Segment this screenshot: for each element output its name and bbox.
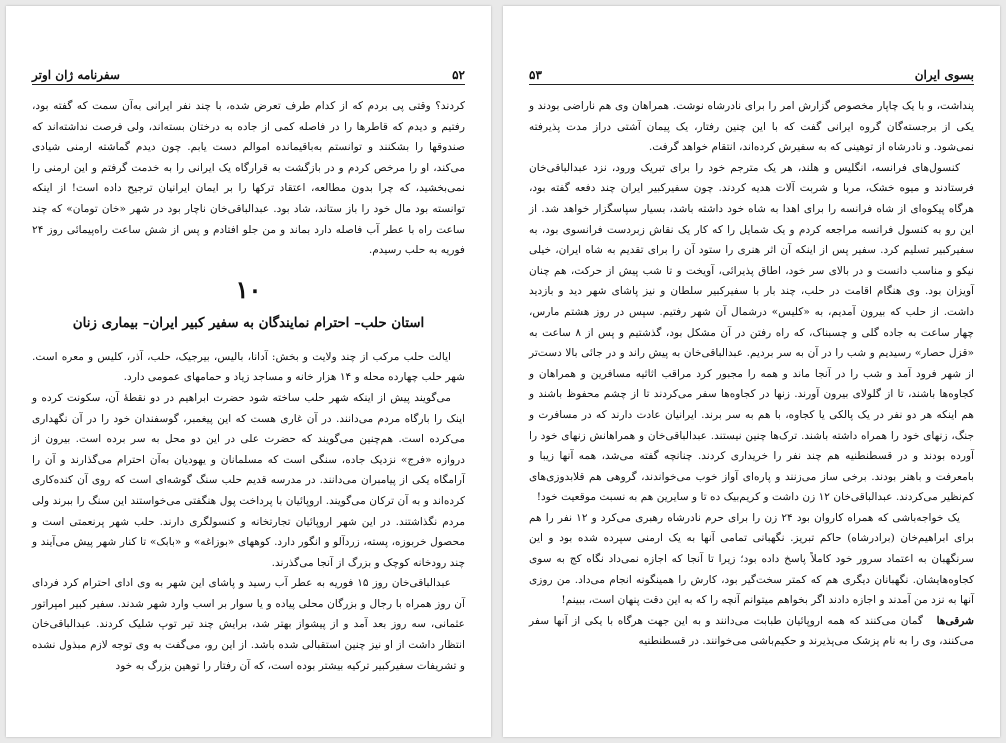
left-paragraph-2: ایالت حلب مرکب از چند ولایت و بخش: آدانا، بالیس، بیرجیک، حلب، آذر، کلیس و معره است. شهر حلب چهارده محله و ۱۴ هزار خانه و مساجد زیاد و حمامهای عمومی دارد. bbox=[32, 350, 465, 384]
right-paragraph-4 bbox=[529, 611, 974, 652]
right-page bbox=[503, 6, 1000, 737]
left-running-head: سفرنامه ژان اوتر bbox=[32, 68, 120, 82]
left-paragraph-1: کردند؟ وقتی پی بردم که از کدام طرف تعرض شده، با چند نفر ایرانی به‌آن سمت که گفته بود، رفتیم و دیدم که قاطرها را در فاصله کمی از جاده به درختان بسته‌اند، ولی فرصت نداشته‌اند که صندوقها را بشکنند و توانستم به‌باقیمانده اموالم دست یابم. چون دیدم گماشته ارمنی شیادی می‌کند، او را مرخص کردم و در بازگشت به قرارگاه یک ایرانی را به خدمت گرفتم و این ارمنی را نمی‌بخشید، که چرا بدون مطالعه، اعتقاد ترکها را بر ایمان ایرانیان ترجیح داده است! از اینکه توانسته بود مال خود را باز ستاند، شاد بود. عبدالباقی‌خان ناچار بود در شهر «خان تومان» که چند ساعت راه با عطر آب فاصله دارد بماند و من جلو افتادم و پس از شش ساعت راه‌پیمائی روز ۲۴ فوریه به حلب رسیدم. bbox=[32, 100, 465, 257]
left-page-body bbox=[32, 96, 465, 727]
right-page-body bbox=[529, 96, 974, 727]
right-page-number: ۵۳ bbox=[529, 68, 542, 82]
left-page bbox=[6, 6, 491, 737]
right-page-header bbox=[529, 64, 974, 85]
right-paragraph-2: کنسول‌های فرانسه، انگلیس و هلند، هر یک مترجم خود را برای تبریک ورود، نزد عبدالباقی‌خان فرستادند و میوه خشک، مربا و شربت آلات هدیه کردند. چون سفیرکبیر ایران چند دفعه گفته بود، هرگاه پیکوه‌ای از شاه فرانسه را برای اهدا به شاه خود داشته باشد، بسیار سپاسگزار خواهد شد. از این رو به کنسول فرانسه مراجعه کردم و یک شمایل را که کار یک نقاش زبردست فرانسوی بود، به سفیرکبیر تسلیم کرد. سفیر پس از اینکه آن اثر هنری را ستود آن را برای تقدیم به شاه ایران، خیلی نیکو و مناسب دانست و در بالای سر خود، اطاق پذیرائی، آویخت و تا شب پیش از حرکت، هم چنان آویزان بود. وی هنگام اقامت در حلب، چند بار با سفیرکبیر سلطان و نیز پاشای شهر دید و بازدید داشت. از حلب که بیرون آمدیم، به «کلیس» درشمال آن شهر رفتیم. سپس در روز هشتم مارس، چهار ساعت به جاده گلی و چسبناک، که راه رفتن در آن مشکل بود، گذشتیم و پس از ۸ ساعت به «قزل حصار» رسیدیم و شب را در آن به سر بردیم. عبدالباقی‌خان به پیش راند و در جائی بالا دست‌تر از شهر فرود آمد و شب را در آنجا ماند و همه را مجبور کرد مراقب اثاثیه مسافرین و همراهان و کجاوه‌ها باشند، تا از گلولای بیرون آورند. زنها در کجاوه‌ها سفر می‌کردند تا از چشم محفوظ باشند و هم اینکه هر دو نفر در یک پالکی یا کجاوه، با هم به سر برند. ایرانیان عادت دارند که در مسافرت و جنگ، زنهای خود را همراه داشته باشند. ترک‌ها چنین نیستند. عبدالباقی‌خان و همراهانش زنهای خود را آورده بودند و در قسطنطنیه هم چند نفر را خریداری کردند. چنانچه گفته می‌شد، همه آنها زیبا و بامعرفت و باهنر بودند. برخی ساز می‌زنند و پاره‌ای آواز خوب می‌خواندند، گروهی هم قلابدوزی‌های کم‌نظیر می‌کردند. عبدالباقی‌خان ۱۲ زن داشت و کریم‌بیک ده تا و سایرین هم به نسبت موقعیت خود! bbox=[529, 161, 974, 504]
margin-word: شرقی‌ها bbox=[936, 614, 974, 627]
right-paragraph-3: یک خواجه‌باشی که همراه کاروان بود ۲۴ زن را برای حرم نادرشاه رهبری می‌کرد و ۱۲ نفر را هم برای ابراهیم‌خان (برادرشاه) حاکم تبریز. نگهبانی تمامی آنها به یک ارمنی سپرده شده بود و این سرنگهبان به اعتماد سرور خود کاملاً پاسخ داده بود؛ زیرا تا آنجا که اجازه نمی‌داد نگاه کج به سوی کجاوه‌هایشان. نگهبانان دیگری هم که کمتر سخت‌گیر بود، کارش را همینگونه انجام می‌داد. من روزی آنها به نزد من آمدند و اجازه دادند اگر بخواهم میتوانم آنچه را که به این دقت پنهان است، ببینم! bbox=[529, 511, 974, 607]
left-paragraph-4: عبدالباقی‌خان روز ۱۵ فوریه به عطر آب رسید و پاشای این شهر به وی ادای احترام کرد فردای آن روز همراه با رجال و بزرگان محلی پیاده و یا سوار بر اسب وارد شهر شدند. سفیر کبیر امپراتور عثمانی، سه روز بعد آمد و از پیشواز بهتر شد، برایش چند تیر توپ شلیک کردند. عبدالباقی‌خان انتظار داشت از او نیز چنین استقبالی شده باشد. از این رو، می‌گفت به وی توجه لازم مبذول نشده و تشریفات سفیرکبیر ترکیه بیشتر بوده است، که آن رفتار را توهین بزرگ به خود bbox=[32, 577, 465, 672]
chapter-title: استان حلب– احترام نمایندگان به سفیر کبیر ایران– بیماری زنان bbox=[72, 314, 425, 331]
right-running-head: بسوی ایران bbox=[914, 68, 974, 82]
left-page-number: ۵۲ bbox=[452, 68, 465, 82]
chapter-number: ۱۰ bbox=[235, 274, 262, 304]
left-page-header bbox=[32, 64, 465, 85]
right-paragraph-1: پنداشت، و با یک چاپار مخصوص گزارش امر را برای نادرشاه نوشت. همراهان وی هم ناراضی بودند و یکی از برجسته‌گان گروه ایرانی گفت که با این چنین رفتار، یک پیمان آشتی دراز مدت پذیرفته نمی‌شود. و نادرشاه از توهینی که به سفیرش کرده‌اند، انتقام خواهد گرفت. bbox=[529, 100, 974, 154]
left-paragraph-3: می‌گویند پیش از اینکه شهر حلب ساخته شود حضرت ابراهیم در دو نقطهٔ آن، سکونت کرده و اینک را بارگاه مردم می‌دانند. در آن غاری هست که این پیغمبر، گوسفندان خود را در آن نگهداری می‌کرده است. هم‌چنین می‌گویند که حضرت علی در این دو محل به سر برده است. بیرون از دروازه «فرج» نزدیک جاده، سنگی است که مسلمانان و یهودیان به‌آن احترام می‌گذارند و آن را آرامگاه یکی از پیامبران می‌دانند. در مدرسه قدیم حلب سنگ گوشه‌ای است که روی آن کنده‌کاری کرده‌اند و به آن ترکان می‌گویند. اروپائیان با پرداخت پول هنگفتی می‌خواستند این سنگ را ببرند ولی مردم نگذاشتند. در این شهر اروپائیان تجارتخانه و کنسولگری دارند. حلب شهر پرنعمتی است و محصول خربوزه، پسته، زردآلو و انگور دارد. کوههای «بوزاغه» و «بابک» تا کنار شهر پیش می‌آیند و چند رودخانه کوچک و بزرگ از آنجا می‌گذرند. bbox=[32, 391, 465, 569]
right-paragraph-4-text: گمان می‌کنند که همه اروپائیان طبابت می‌دانند و به این جهت هرگاه با یکی از آنها سفر می‌کنند، وی را به نام پزشک می‌پذیرند و حکیم‌باشی می‌خوانند. در قسطنطنیه bbox=[529, 614, 974, 648]
